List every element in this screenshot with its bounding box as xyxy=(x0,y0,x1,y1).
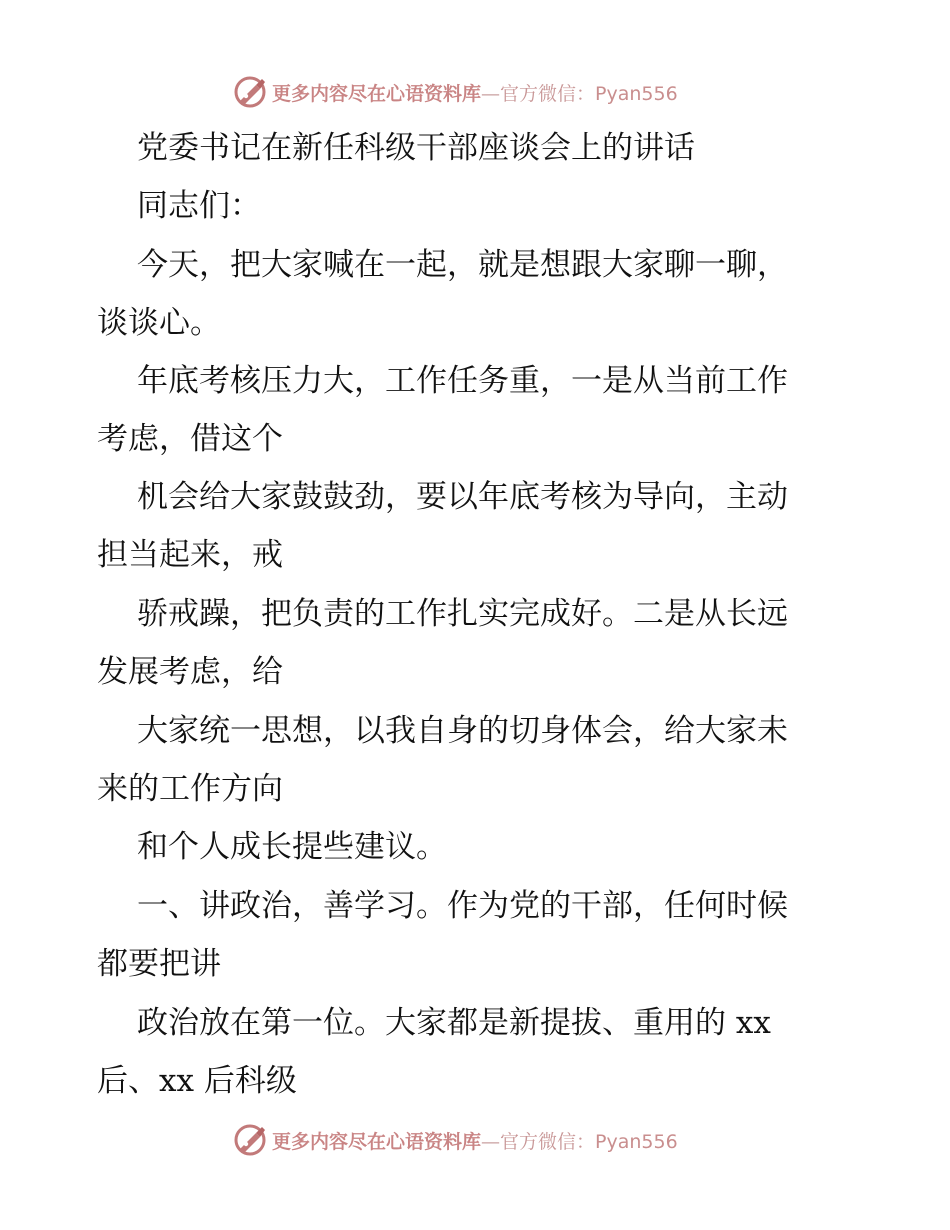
watermark-separator: — xyxy=(481,82,501,105)
text-line: 谈谈心。 xyxy=(97,305,221,341)
text-line: 担当起来，戒 xyxy=(97,537,283,573)
text-line: 今天，把大家喊在一起，就是想跟大家聊一聊， xyxy=(137,247,788,283)
watermark-id: Pyan556 xyxy=(595,1130,678,1153)
text-line: 一、讲政治，善学习。作为党的干部，任何时候 xyxy=(137,888,788,924)
watermark-site: 更多内容尽在心语资料库 xyxy=(272,1130,482,1153)
watermark-banner-bottom xyxy=(232,1120,712,1160)
watermark-separator: — xyxy=(481,1130,501,1153)
text-line: 政治放在第一位。大家都是新提拔、重用的 xx xyxy=(137,1005,771,1041)
text-line: 来的工作方向 xyxy=(97,771,283,807)
text-line: 和个人成长提些建议。 xyxy=(137,829,447,865)
watermark-text xyxy=(272,79,678,106)
text-line: 大家统一思想，以我自身的切身体会，给大家未 xyxy=(137,713,788,749)
text-line: 考虑，借这个 xyxy=(97,421,283,457)
document-title: 党委书记在新任科级干部座谈会上的讲话 xyxy=(137,130,695,166)
watermark-banner-top xyxy=(232,72,712,112)
text-line: 年底考核压力大，工作任务重，一是从当前工作 xyxy=(137,363,788,399)
salutation: 同志们： xyxy=(137,188,261,224)
text-line: 都要把讲 xyxy=(97,946,221,982)
text-line: 发展考虑，给 xyxy=(97,654,283,690)
text-line: 机会给大家鼓鼓劲，要以年底考核为导向，主动 xyxy=(137,479,788,515)
text-line: 后、xx 后科级 xyxy=(97,1063,297,1099)
watermark-id: Pyan556 xyxy=(595,82,678,105)
text-line: 骄戒躁，把负责的工作扎实完成好。二是从长远 xyxy=(137,596,788,632)
watermark-text xyxy=(272,1127,678,1154)
pen-logo-icon xyxy=(232,74,268,110)
watermark-label: 官方微信： xyxy=(500,82,596,105)
watermark-site: 更多内容尽在心语资料库 xyxy=(272,82,482,105)
pen-logo-icon xyxy=(232,1122,268,1158)
watermark-label: 官方微信： xyxy=(500,1130,596,1153)
